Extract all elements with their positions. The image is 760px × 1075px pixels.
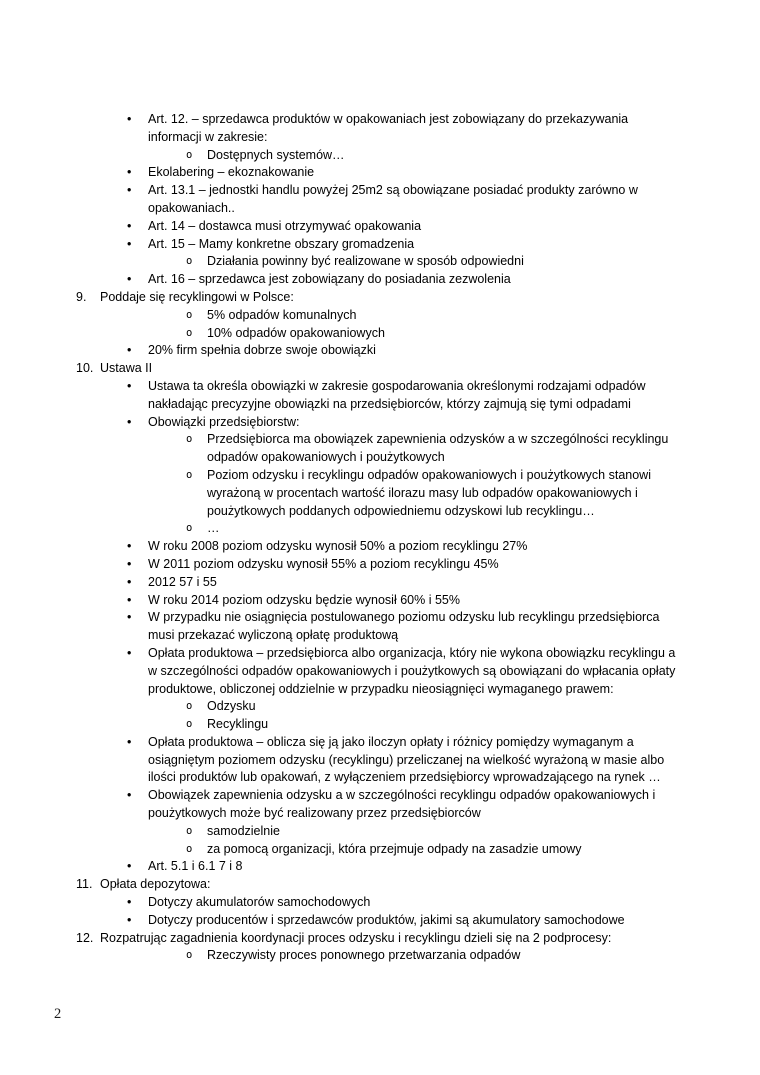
list-item-text: 20% firm spełnia dobrze swoje obowiązki [148,343,376,358]
page-number: 2 [54,1006,62,1022]
bullet-icon: • [127,112,132,126]
list-item [0,574,682,592]
list-item-text: Dotyczy akumulatorów samochodowych [148,895,371,910]
list-item-text: … [207,521,220,536]
bullet-icon: • [127,556,132,571]
bullet-icon: • [127,272,132,287]
bullet-icon: • [127,183,132,198]
list-item-text: Ustawa ta określa obowiązki w zakresie gospodarowania określonymi rodzajami odpadów nakładając precyzyjne obowiązki na przedsiębiorców, którzy zajmują się tymi odpadami [148,378,646,411]
list-item [0,592,682,610]
list-item [0,841,682,859]
circle-bullet-icon: o [186,718,193,731]
list-item-text: Przedsiębiorca ma obowiązek zapewnienia odzysków a w szczególności recyklingu odpadów opakowaniowych i poużytkowych [207,432,669,465]
list-item [0,876,682,894]
list-item [0,467,682,520]
circle-bullet-icon: o [186,148,193,161]
list-item [0,414,682,432]
list-item-text: Obowiązek zapewnienia odzysku a w szczególności recyklingu odpadów opakowaniowych i poużytkowych może być realizowany przez przedsiębiorców [148,788,656,821]
list-item [0,858,682,876]
list-item-text: Art. 16 – sprzedawca jest zobowiązany do posiadania zezwolenia [148,272,511,287]
list-item [0,912,682,930]
list-item [0,734,682,787]
list-item [0,823,682,841]
list-item [0,520,682,538]
item-number: 12. [76,930,94,945]
list-item [0,645,682,698]
list-item [0,253,682,271]
list-item-text: W roku 2014 poziom odzysku będzie wynosił 60% i 55% [148,592,460,607]
list-item-text: Art. 5.1 i 6.1 7 i 8 [148,859,243,874]
circle-bullet-icon: o [186,824,193,837]
list-item [0,164,682,182]
bullet-icon: • [127,539,132,554]
list-item-text: Art. 15 – Mamy konkretne obszary gromadzenia [148,236,415,251]
list-item [0,147,682,165]
item-number: 11. [76,877,93,892]
list-item [0,698,682,716]
list-item-text: Działania powinny być realizowane w sposób odpowiedni [207,254,524,269]
bullet-icon: • [127,378,132,393]
list-item-text: Recyklingu [207,717,269,732]
list-item-text: Poziom odzysku i recyklingu odpadów opakowaniowych i poużytkowych stanowi wyrażoną w procentach wartość ilorazu masy lub odpadów opakowaniowych i poużytkowych poddanych odpowiedniemu odzyskowi lub recyklingu… [207,467,651,518]
bullet-icon: • [127,859,132,874]
bullet-icon: • [127,592,132,607]
list-item [0,609,682,645]
list-item-text: W roku 2008 poziom odzysku wynosił 50% a poziom recyklingu 27% [148,539,528,554]
list-item [0,556,682,574]
list-item-text: Opłata depozytowa: [100,877,211,892]
list-item-text: Ustawa II [100,361,153,376]
list-item-text: Opłata produktowa – przedsiębiorca albo organizacja, który nie wykona obowiązku recyklingu a w szczególności odpadów opakowaniowych i poużytkowych są obowiązani do wpłacania opłaty produktowe, obliczonej oddzielnie w przypadku nieosiągnięci wymaganego prawem: [148,645,676,696]
bullet-icon: • [127,912,132,927]
circle-bullet-icon: o [186,522,193,535]
item-number: 9. [76,289,87,304]
circle-bullet-icon: o [186,308,193,321]
list-item-text: W 2011 poziom odzysku wynosił 55% a poziom recyklingu 45% [148,556,499,571]
list-item [0,307,682,325]
list-item [0,930,682,948]
list-item [0,360,682,378]
list-item [0,236,682,254]
bullet-icon: • [127,343,132,358]
list-item-text: 2012 57 i 55 [148,574,217,589]
bullet-icon: • [127,414,132,429]
list-item [0,182,682,218]
circle-bullet-icon: o [186,949,193,962]
circle-bullet-icon: o [186,433,193,446]
list-item [0,218,682,236]
bullet-icon: • [127,645,132,660]
list-item [0,378,682,414]
bullet-icon: • [127,610,132,625]
bullet-icon: • [127,895,132,910]
bullet-icon: • [127,734,132,749]
circle-bullet-icon: o [186,842,193,855]
bullet-icon: • [127,165,132,180]
list-item [0,342,682,360]
list-item [0,947,682,965]
bullet-icon: • [127,574,132,589]
list-item-text: Art. 12. – sprzedawca produktów w opakowaniach jest zobowiązany do przekazywania informacji w zakresie: [148,112,629,144]
bullet-icon: • [127,788,132,803]
list-item [0,787,682,823]
list-item-text: Dostępnych systemów… [207,147,345,162]
bullet-icon: • [127,236,132,251]
list-item-text: Opłata produktowa – oblicza się ją jako iloczyn opłaty i różnicy pomiędzy wymaganym a osiągniętym poziomem odzysku (recyklingu) przeliczanej na wielkość wyrażoną w masie albo ilości produktów lub opakowań, z wyłączeniem przedsiębiorcy wprowadzającego na rynek … [148,734,665,785]
list-item-text: Dotyczy producentów i sprzedawców produktów, jakimi są akumulatory samochodowe [148,912,625,927]
list-item-text: W przypadku nie osiągnięcia postulowanego poziomu odzysku lub recyklingu przedsiębiorca musi przekazać wyliczoną opłatę produktową [148,610,660,643]
list-item [0,716,682,734]
list-item-text: samodzielnie [207,823,280,838]
circle-bullet-icon: o [186,468,193,481]
list-item-text: Obowiązki przedsiębiorstw: [148,414,300,429]
list-item-text: 10% odpadów opakowaniowych [207,325,385,340]
circle-bullet-icon: o [186,326,193,339]
list-item-text: 5% odpadów komunalnych [207,307,357,322]
list-item [0,538,682,556]
circle-bullet-icon: o [186,700,193,713]
list-item-text: Ekolabering – ekoznakowanie [148,165,315,180]
list-item-text: Art. 13.1 – jednostki handlu powyżej 25m2 są obowiązane posiadać produkty zarówno w opakowaniach.. [148,183,638,215]
list-item-text: Rzeczywisty proces ponownego przetwarzania odpadów [207,948,521,963]
list-item-text: Odzysku [207,699,256,714]
list-item [0,289,682,307]
document-list [0,111,682,965]
bullet-icon: • [127,218,132,233]
list-item-text: Poddaje się recyklingowi w Polsce: [100,289,294,304]
list-item-text: Rozpatrując zagadnienia koordynacji proces odzysku i recyklingu dzieli się na 2 podprocesy: [100,930,612,945]
list-item [0,894,682,912]
list-item [0,111,682,147]
list-item-text: Art. 14 – dostawca musi otrzymywać opakowania [148,218,422,233]
circle-bullet-icon: o [186,255,193,268]
list-item [0,325,682,343]
list-item [0,431,682,467]
list-item [0,271,682,289]
item-number: 10. [76,361,94,376]
list-item-text: za pomocą organizacji, która przejmuje odpady na zasadzie umowy [207,841,582,856]
